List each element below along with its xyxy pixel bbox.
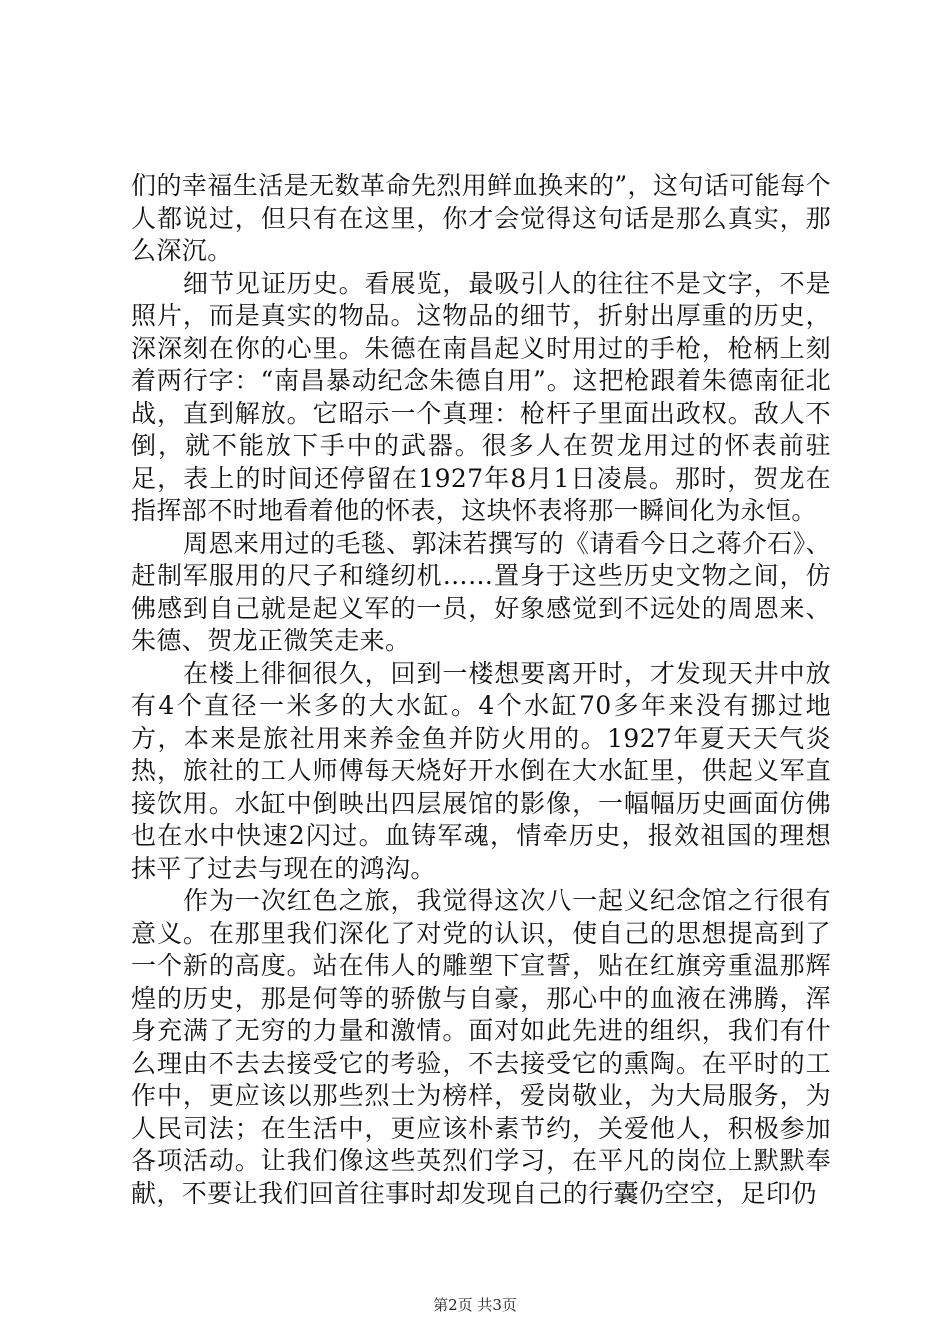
page-footer: 第2页 共3页 xyxy=(433,1296,517,1314)
paragraph-3: 周恩来用过的毛毯、郭沫若撰写的《请看今日之蒋介石》、赶制军服用的尺子和缝纫机……置身于这些历史文物之间，仿佛感到自己就是起义军的一员，好象感觉到不远处的周恩来、朱德、贺龙正微笑走来。 xyxy=(131,528,831,655)
document-body xyxy=(131,170,831,1210)
paragraph-1: 们的幸福生活是无数革命先烈用鲜血换来的”，这句话可能每个人都说过，但只有在这里，你才会觉得这句话是那么真实，那么深沉。 xyxy=(131,171,831,265)
paragraph-5: 作为一次红色之旅，我觉得这次八一起义纪念馆之行很有意义。在那里我们深化了对党的认识，使自己的思想提高到了一个新的高度。站在伟人的雕塑下宣誓，贴在红旗旁重温那辉煌的历史，那是何等的骄傲与自豪，那心中的血液在沸腾，浑身充满了无穷的力量和激情。面对如此先进的组织，我们有什么理由不去去接受它的考验，不去接受它的熏陶。在平时的工作中，更应该以那些烈士为榜样，爱岗敬业，为大局服务，为人民司法；在生活中，更应该朴素节约，关爱他人，积极参加各项活动。让我们像这些英烈们学习，在平凡的岗位上默默奉献，不要让我们回首往事时却发现自己的行囊仍空空，足印仍 xyxy=(131,886,831,1208)
paragraph-2: 细节见证历史。看展览，最吸引人的往往不是文字，不是照片，而是真实的物品。这物品的细节，折射出厚重的历史，深深刻在你的心里。朱德在南昌起义时用过的手枪，枪柄上刻着两行字：“南昌暴动纪念朱德自用”。这把枪跟着朱德南征北战，直到解放。它昭示一个真理：枪杆子里面出政权。敌人不倒，就不能放下手中的武器。很多人在贺龙用过的怀表前驻足，表上的时间还停留在1927年8月1日凌晨。那时，贺龙在指挥部不时地看着他的怀表，这块怀表将那一瞬间化为永恒。 xyxy=(131,268,831,525)
paragraph-4: 在楼上徘徊很久，回到一楼想要离开时，才发现天井中放有4个直径一米多的大水缸。4个水缸70多年来没有挪过地方，本来是旅社用来养金鱼并防火用的。1927年夏天天气炎热，旅社的工人师傅每天烧好开水倒在大水缸里，供起义军直接饮用。水缸中倒映出四层展馆的影像，一幅幅历史画面仿佛也在水中快速2闪过。血铸军魂，情牵历史，报效祖国的理想抹平了过去与现在的鸿沟。 xyxy=(131,658,831,883)
